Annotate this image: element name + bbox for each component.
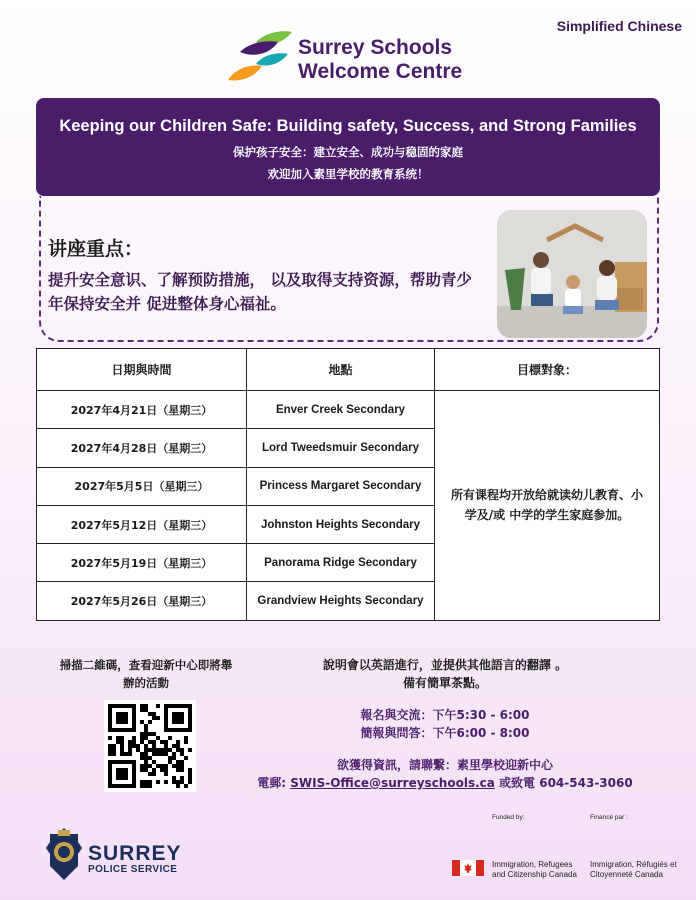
session-date: 2027年5月26日（星期三） xyxy=(37,582,247,620)
session-location: Panorama Ridge Secondary xyxy=(247,544,435,582)
focus-body: 提升安全意识、了解预防措施， 以及取得支持资源，帮助青少年保持安全并 促进整体身心福祉。 xyxy=(48,271,472,313)
welcome-centre-logo xyxy=(226,28,486,86)
session-date: 2027年5月19日（星期三） xyxy=(37,544,247,582)
dept-name-en: Immigration, Refugees and Citizenship Canada xyxy=(492,860,577,879)
qr-code-icon xyxy=(108,704,192,788)
family-photo xyxy=(497,210,647,338)
session-location: Grandview Heights Secondary xyxy=(247,582,435,620)
qr-caption: 掃描二維碼，查看迎新中心即將舉辦的活動 xyxy=(59,658,233,690)
qr-code[interactable] xyxy=(104,700,196,792)
session-date: 2027年5月5日（星期三） xyxy=(37,467,247,505)
header-audience: 目標對象： xyxy=(435,349,660,391)
leaf-logo-icon xyxy=(226,28,296,86)
title-banner xyxy=(36,98,660,196)
session-date: 2027年4月28日（星期三） xyxy=(37,429,247,467)
contact-note: 欲獲得資訊，請聯繫：素里學校迎新中心 xyxy=(336,758,553,772)
session-date: 2027年5月12日（星期三） xyxy=(37,505,247,543)
session-location: Lord Tweedsmuir Secondary xyxy=(247,429,435,467)
funding-block xyxy=(452,812,688,892)
banner-title: Keeping our Children Safe: Building safety, Success, and Strong Families xyxy=(59,117,637,135)
police-badge-icon xyxy=(44,826,84,882)
dept-name-fr: Immigration, Réfugiés et Citoyenneté Canada xyxy=(590,860,677,879)
session-location: Johnston Heights Secondary xyxy=(247,505,435,543)
police-sub: POLICE SERVICE xyxy=(88,864,178,875)
phone-label: 或致電 xyxy=(494,776,540,790)
finance-par-label: Financé par : xyxy=(590,814,628,821)
police-name: SURREY xyxy=(88,842,182,865)
header-date: 日期與時間 xyxy=(37,349,247,391)
banner-welcome: 欢迎加入素里学校的教育系统！ xyxy=(267,167,429,181)
header-location: 地點 xyxy=(247,349,435,391)
contact-line xyxy=(240,774,650,792)
session-date: 2027年4月21日（星期三） xyxy=(37,391,247,429)
language-tag: Simplified Chinese xyxy=(556,18,682,34)
police-wordmark xyxy=(88,844,182,875)
session-location: Princess Margaret Secondary xyxy=(247,467,435,505)
refreshments-note: 備有簡單茶點。 xyxy=(402,676,487,690)
schedule-table xyxy=(36,348,660,621)
email-link[interactable]: SWIS-Office@surreyschools.ca xyxy=(290,776,495,790)
logo-line1: Surrey Schools xyxy=(298,36,453,59)
canada-flag-icon xyxy=(452,860,484,876)
phone-number[interactable]: 604-543-3060 xyxy=(539,776,633,790)
audience-cell: 所有课程均开放给就读幼儿教育、小学及/或 中学的学生家庭参加。 xyxy=(435,391,660,621)
logo-line2: Welcome Centre xyxy=(298,60,463,83)
language-note: 說明會以英語進行，並提供其他語言的翻譯 。 xyxy=(322,658,568,672)
table-header-row xyxy=(37,349,660,391)
surrey-police-logo xyxy=(44,826,204,888)
event-info xyxy=(240,656,650,792)
banner-subtitle: 保护孩子安全：建立安全、成功与稳固的家庭 xyxy=(233,145,463,159)
table-row xyxy=(37,391,660,429)
email-label: 電郵: xyxy=(257,776,291,790)
focus-heading: 讲座重点： xyxy=(48,238,144,260)
registration-time: 報名與交流：下午5:30 - 6:00 xyxy=(360,708,530,722)
funded-by-label: Funded by: xyxy=(492,814,525,821)
logo-text xyxy=(298,36,462,84)
session-location: Enver Creek Secondary xyxy=(247,391,435,429)
presentation-time: 簡報與問答：下午6:00 - 8:00 xyxy=(360,726,530,740)
